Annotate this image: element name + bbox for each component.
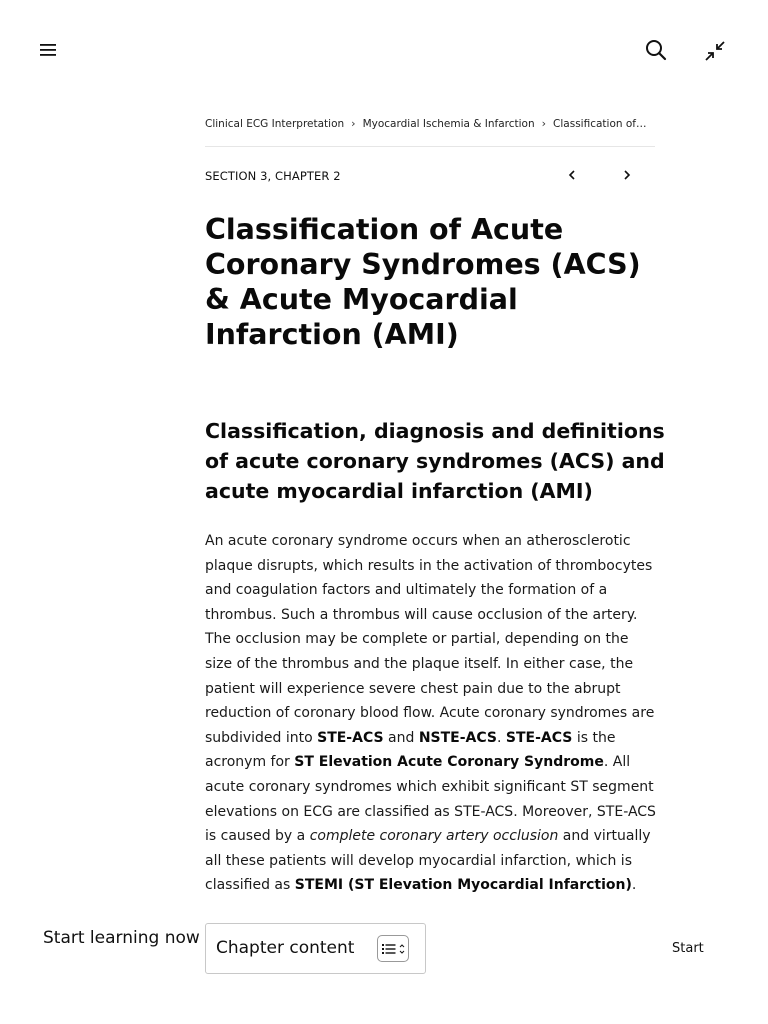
term-stemi: STEMI (ST Elevation Myocardial Infarction) (294, 877, 632, 894)
paragraph-text: . (497, 729, 506, 746)
section-heading: Classification, diagnosis and definitions of acute coronary syndromes (ACS) and acute myocardial infarction (AMI) (205, 419, 665, 503)
page-title: Classification of Acute Coronary Syndromes (ACS) & Acute Myocardial Infarction (AMI) (205, 213, 641, 351)
term-nste-acs: NSTE-ACS (418, 729, 498, 746)
search-icon[interactable] (644, 38, 668, 62)
top-bar (0, 0, 768, 100)
start-learning-label: Start learning now (43, 928, 200, 948)
breadcrumb-item-current: Classification of ... (553, 117, 650, 130)
paragraph-text: . All acute coronary syndromes which exhibit significant ST segment elevations on ECG are classified as STE-ACS. Moreover, STE-ACS is caused by a (205, 754, 656, 845)
expand-toggle-icon (399, 943, 405, 955)
toc-toggle-button[interactable] (377, 935, 409, 962)
divider (205, 146, 655, 147)
breadcrumb-item-ecg-interpretation[interactable]: Clinical ECG Interpretation (205, 117, 345, 130)
collapse-arrows-icon[interactable] (702, 38, 728, 64)
breadcrumb (205, 117, 655, 130)
start-button[interactable]: Start (672, 941, 704, 956)
paragraph-text: and (383, 729, 419, 746)
chevron-left-icon (567, 169, 577, 181)
article-paragraph (205, 529, 657, 898)
toc-title: Chapter content (216, 938, 355, 958)
term-ste-acs: STE-ACS (505, 729, 573, 746)
hamburger-menu-icon[interactable] (36, 38, 60, 62)
section-label: SECTION 3, CHAPTER 2 (205, 169, 341, 183)
paragraph-text: and virtually all these patients will develop myocardial infarction, which is classified as (205, 828, 651, 894)
term-ste-acs: STE-ACS (317, 729, 384, 746)
next-chapter-button[interactable] (618, 166, 636, 184)
list-icon (382, 943, 396, 955)
paragraph-text: . (631, 877, 637, 894)
table-of-contents (205, 923, 426, 974)
chevron-right-icon: › (541, 117, 547, 130)
chevron-right-icon: › (351, 117, 356, 130)
chevron-right-icon (622, 169, 632, 181)
term-ste-acs-definition: ST Elevation Acute Coronary Syndrome (294, 754, 604, 771)
paragraph-text: is the acronym for (205, 729, 616, 771)
paragraph-text: An acute coronary syndrome occurs when an atherosclerotic plaque disrupts, which results in the activation of thrombocytes and coagulation factors and ultimately the formation of a thrombus. Such a thrombus will cause occlusion of the artery. The occlusion may be complete or partial, depending on the size of the thrombus and the plaque itself. In either case, the patient will experience severe chest pain due to the abrupt reduction of coronary blood flow. Acute coronary syndromes are subdivided into (205, 533, 655, 746)
previous-chapter-button[interactable] (563, 166, 581, 184)
emphasis-complete-occlusion: complete coronary artery occlusion (309, 828, 559, 845)
breadcrumb-item-ischemia-infarction[interactable]: Myocardial Ischemia & Infarction (362, 117, 535, 130)
